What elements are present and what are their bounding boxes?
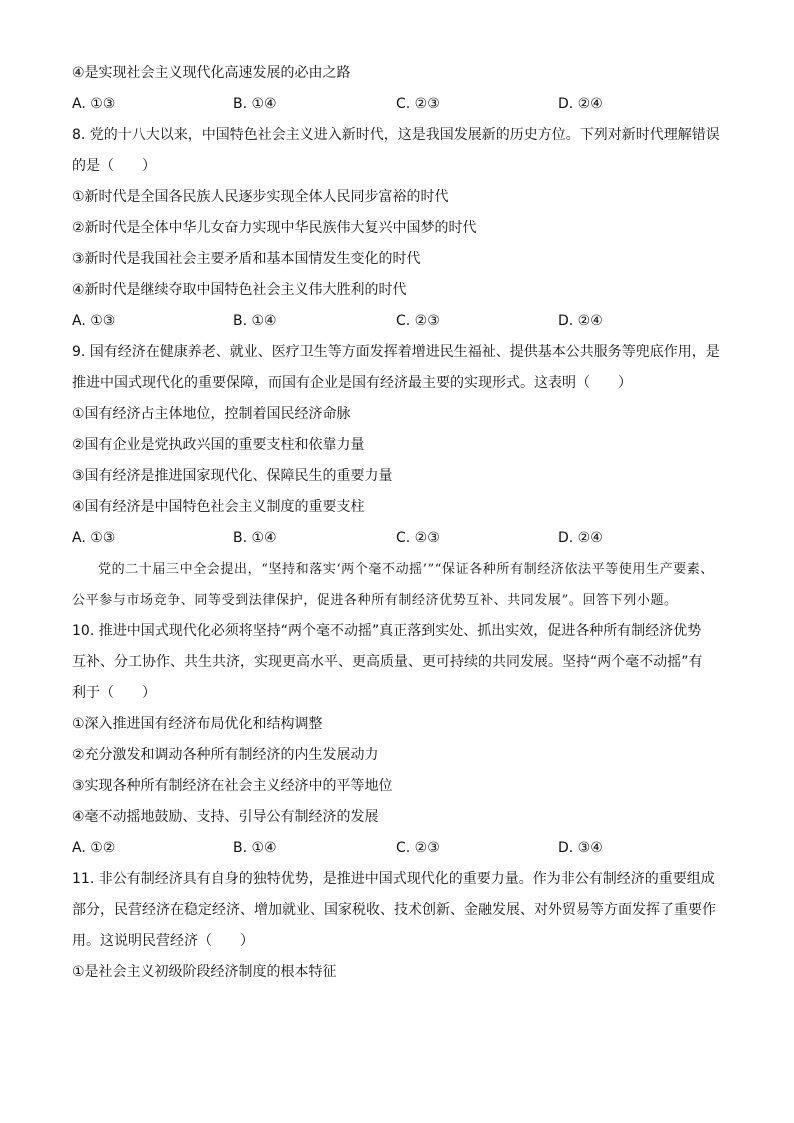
q10-option-a[interactable]: A. ①② xyxy=(72,840,116,856)
q10-stem-line-2: 互补、分工协作、共生共济，实现更高水平、更高质量、更可持续的共同发展。坚持“两个毫不动摇”有 xyxy=(72,654,703,670)
q9-option-c[interactable]: C. ②③ xyxy=(396,530,440,546)
q9-option-d[interactable]: D. ②④ xyxy=(558,530,603,546)
q8-option-d[interactable]: D. ②④ xyxy=(558,313,603,329)
q8-item-4: ④新时代是继续夺取中国特色社会主义伟大胜利的时代 xyxy=(72,282,407,298)
q7-item-4: ④是实现社会主义现代化高速发展的必由之路 xyxy=(72,65,351,81)
q10-options xyxy=(72,833,727,864)
q11-stem-line-2: 部分，民营经济在稳定经济、增加就业、国家税收、技术创新、金融发展、对外贸易等方面发挥了重要作 xyxy=(72,902,716,918)
q11-item-1: ①是社会主义初级阶段经济制度的根本特征 xyxy=(72,964,337,980)
material-paragraph: 党的二十届三中全会提出，“坚持和落实‘两个毫不动摇’”“保证各种所有制经济依法平等使用生产要素、公平参与市场竞争、同等受到法律保护，促进各种所有制经济优势互补、共同发展”。回答下列小题。 xyxy=(72,562,715,608)
q8-item-3: ③新时代是我国社会主要矛盾和基本国情发生变化的时代 xyxy=(72,251,421,267)
q11-stem-line-1: 11. 非公有制经济具有自身的独特优势，是推进中国式现代化的重要力量。作为非公有制经济的重要组成 xyxy=(72,871,715,887)
q9-stem-line-2: 推进中国式现代化的重要保障，而国有企业是国有经济最主要的实现形式。这表明（ ） xyxy=(72,375,632,391)
q9-item-2: ②国有企业是党执政兴国的重要支柱和依靠力量 xyxy=(72,437,365,453)
q10-stem-line-3: 利于（ ） xyxy=(72,685,156,701)
q7-option-c[interactable]: C. ②③ xyxy=(396,96,440,112)
exam-page xyxy=(72,58,727,988)
q7-option-d[interactable]: D. ②④ xyxy=(558,96,603,112)
q9-stem-line-1: 9. 国有经济在健康养老、就业、医疗卫生等方面发挥着增进民生福祉、提供基本公共服务等兜底作用，是 xyxy=(72,344,720,360)
q8-stem-line-2: 的是（ ） xyxy=(72,158,156,174)
q10-option-c[interactable]: C. ②③ xyxy=(396,840,440,856)
q9-options xyxy=(72,523,727,554)
q7-option-a[interactable]: A. ①③ xyxy=(72,96,116,112)
q8-stem-line-1: 8. 党的十八大以来，中国特色社会主义进入新时代，这是我国发展新的历史方位。下列对新时代理解错误 xyxy=(72,127,720,143)
q8-option-b[interactable]: B. ①④ xyxy=(233,313,277,329)
q8-option-c[interactable]: C. ②③ xyxy=(396,313,440,329)
q8-options xyxy=(72,306,727,337)
q9-option-a[interactable]: A. ①③ xyxy=(72,530,116,546)
q8-item-1: ①新时代是全国各民族人民逐步实现全体人民同步富裕的时代 xyxy=(72,189,449,205)
q9-item-1: ①国有经济占主体地位，控制着国民经济命脉 xyxy=(72,406,351,422)
q10-item-1: ①深入推进国有经济布局优化和结构调整 xyxy=(72,716,323,732)
q8-option-a[interactable]: A. ①③ xyxy=(72,313,116,329)
q10-item-2: ②充分激发和调动各种所有制经济的内生发展动力 xyxy=(72,747,379,763)
q10-item-4: ④毫不动摇地鼓励、支持、引导公有制经济的发展 xyxy=(72,809,379,825)
q11-stem-line-3: 用。这说明民营经济（ ） xyxy=(72,933,254,949)
q10-item-3: ③实现各种所有制经济在社会主义经济中的平等地位 xyxy=(72,778,393,794)
q10-option-b[interactable]: B. ①④ xyxy=(233,840,277,856)
q9-item-4: ④国有经济是中国特色社会主义制度的重要支柱 xyxy=(72,499,365,515)
q10-stem-line-1: 10. 推进中国式现代化必须将坚持“两个毫不动摇”真正落到实处、抓出实效，促进各种所有制经济优势 xyxy=(72,623,702,639)
q7-options xyxy=(72,89,727,120)
q7-option-b[interactable]: B. ①④ xyxy=(233,96,277,112)
q10-option-d[interactable]: D. ③④ xyxy=(558,840,603,856)
q8-item-2: ②新时代是全体中华儿女奋力实现中华民族伟大复兴中国梦的时代 xyxy=(72,220,477,236)
q9-item-3: ③国有经济是推进国家现代化、保障民生的重要力量 xyxy=(72,468,393,484)
q9-option-b[interactable]: B. ①④ xyxy=(233,530,277,546)
